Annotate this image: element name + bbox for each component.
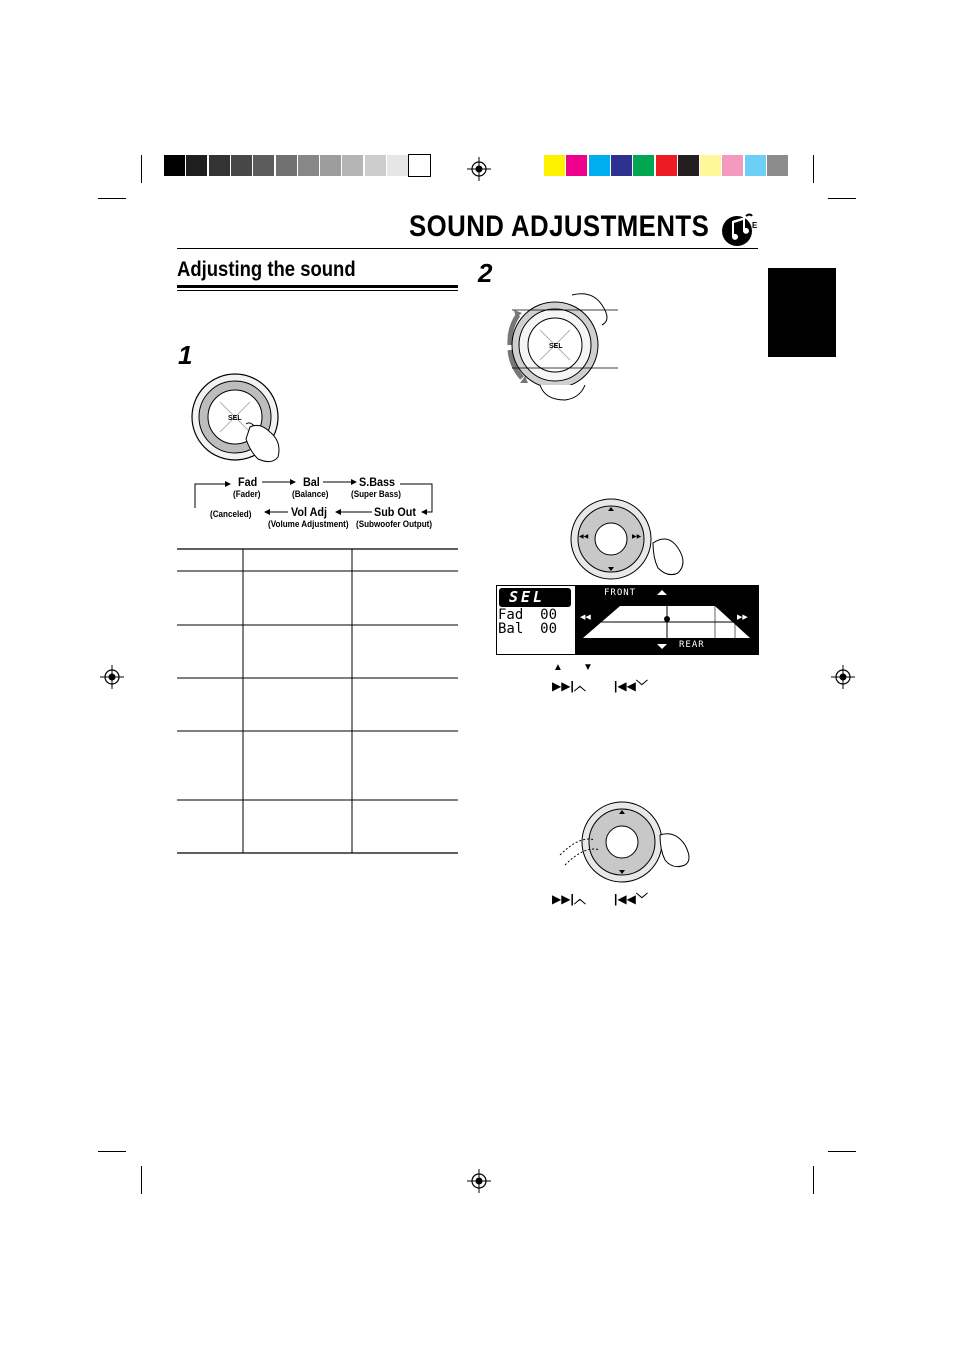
flow-voladj: Vol Adj (291, 505, 327, 519)
rear-label: REAR (679, 640, 705, 650)
gray-swatch (164, 155, 185, 176)
sel-dial-illustration (190, 372, 295, 467)
gray-swatch (186, 155, 207, 176)
heading-rule (177, 285, 458, 288)
svg-text:E: E (752, 221, 758, 230)
gray-swatch (209, 155, 230, 176)
registration-mark-icon (467, 1169, 491, 1193)
previous-icon: |◀◀﹀ (614, 679, 648, 693)
color-swatch (656, 155, 677, 176)
color-swatch (678, 155, 699, 176)
crop-mark (98, 1151, 126, 1152)
step-number: 1 (178, 340, 193, 370)
gray-swatch (387, 155, 408, 176)
flow-voladj-sub: (Volume Adjustment) (268, 519, 349, 529)
color-swatch (589, 155, 610, 176)
heading-rule-thin (177, 290, 458, 291)
sel-dial-turn-illustration (500, 290, 620, 405)
flow-subout-sub: (Subwoofer Output) (356, 519, 433, 529)
gray-swatch (276, 155, 297, 176)
step-number: 2 (478, 258, 493, 288)
flow-canceled: (Canceled) (210, 509, 252, 519)
svg-text:SEL: SEL (549, 343, 563, 350)
flow-sbass: S.Bass (359, 475, 396, 489)
flow-fad: Fad (238, 475, 258, 489)
front-label: FRONT (604, 588, 637, 598)
flow-fad-sub: (Fader) (233, 489, 261, 499)
up-arrow-icon: ▲ (553, 662, 563, 673)
svg-text:◀◀: ◀◀ (579, 534, 589, 540)
color-swatch (722, 155, 743, 176)
previous-icon: |◀◀﹀ (614, 892, 648, 906)
flow-bal: Bal (303, 475, 320, 489)
color-swatch (611, 155, 632, 176)
lcd-line-1: Fad 00 (498, 607, 558, 623)
crop-mark (813, 1166, 814, 1194)
registration-mark-icon (831, 665, 855, 689)
lcd-line-2: Bal 00 (498, 621, 558, 637)
section-heading: Adjusting the sound (177, 258, 356, 281)
next-icon: ▶▶|︿ (552, 892, 586, 906)
flow-sbass-sub: (Super Bass) (351, 489, 401, 499)
fader-balance-graph (575, 586, 758, 654)
crop-mark (828, 1151, 856, 1152)
flow-bal-sub: (Balance) (292, 489, 329, 499)
color-swatch (544, 155, 565, 176)
svg-text:▶▶: ▶▶ (632, 534, 642, 540)
color-swatch (633, 155, 654, 176)
registration-mark-icon (467, 157, 491, 181)
gray-swatch (298, 155, 319, 176)
gray-swatch (342, 155, 363, 176)
color-swatch (745, 155, 766, 176)
gray-swatch (320, 155, 341, 176)
control-pad-press-illustration (555, 800, 695, 885)
language-tab (768, 268, 836, 357)
music-note-icon (720, 210, 760, 248)
color-swatch (566, 155, 587, 176)
gray-swatch (409, 155, 430, 176)
control-pad-illustration (568, 498, 693, 580)
svg-text:SEL: SEL (228, 415, 242, 422)
registration-mark-icon (100, 665, 124, 689)
color-swatch (700, 155, 721, 176)
page-title: SOUND ADJUSTMENTS (409, 210, 710, 243)
sel-indicator-text: SEL (509, 588, 546, 606)
flow-subout: Sub Out (374, 505, 417, 519)
gray-swatch (231, 155, 252, 176)
crop-mark (828, 198, 856, 199)
color-swatch (767, 155, 788, 176)
title-rule (177, 248, 758, 249)
adjustment-table (177, 548, 459, 856)
down-arrow-icon: ▼ (583, 662, 593, 673)
gray-swatch (365, 155, 386, 176)
crop-mark (141, 155, 142, 183)
gray-swatch (253, 155, 274, 176)
flow-arrows (190, 475, 440, 520)
crop-mark (813, 155, 814, 183)
svg-text:▶▶: ▶▶ (737, 614, 748, 621)
crop-mark (141, 1166, 142, 1194)
crop-mark (98, 198, 126, 199)
next-icon: ▶▶|︿ (552, 679, 586, 693)
svg-text:◀◀: ◀◀ (580, 614, 591, 621)
lcd-display (496, 585, 759, 655)
